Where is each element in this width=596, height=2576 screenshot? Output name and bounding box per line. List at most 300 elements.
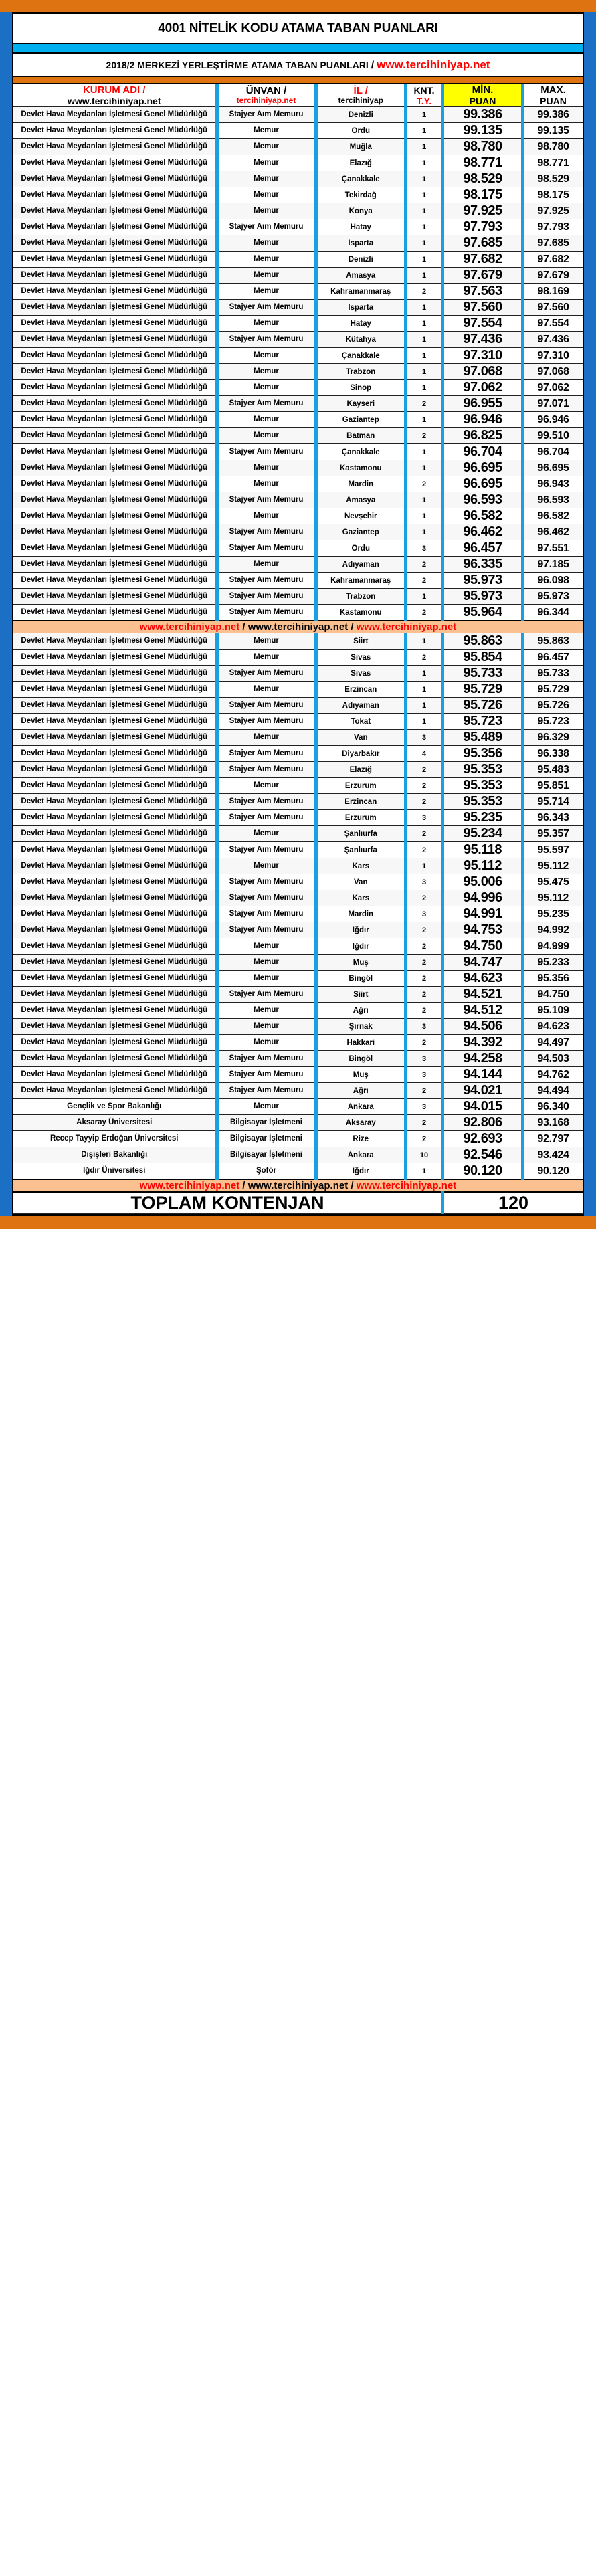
cell-kurum-adi: Devlet Hava Meydanları İşletmesi Genel Müdürlüğü xyxy=(13,235,217,252)
cell-il: Isparta xyxy=(316,235,405,252)
cell-min-puan: 98.175 xyxy=(443,187,522,203)
cell-kontenjan: 2 xyxy=(405,826,443,842)
knt-header-line2: T.Y. xyxy=(416,95,432,106)
cell-max-puan: 96.098 xyxy=(522,573,583,589)
cell-kontenjan: 2 xyxy=(405,1003,443,1019)
subtitle-site-link[interactable]: www.tercihiniyap.net xyxy=(377,58,490,71)
watermark-separator-1: / xyxy=(242,1180,245,1192)
cell-unvan: Memur xyxy=(217,139,316,155)
cell-unvan: Memur xyxy=(217,650,316,666)
watermark-link-right[interactable]: www.tercihiniyap.net xyxy=(356,1180,457,1192)
content-frame xyxy=(12,12,584,1216)
cell-unvan: Stajyer Aım Memuru xyxy=(217,810,316,826)
cell-il: Erzincan xyxy=(316,682,405,698)
cell-unvan: Memur xyxy=(217,682,316,698)
cell-il: Kars xyxy=(316,890,405,906)
cell-kontenjan: 3 xyxy=(405,906,443,922)
cell-unvan: Stajyer Aım Memuru xyxy=(217,605,316,621)
table-row xyxy=(13,826,583,842)
cell-min-puan: 95.854 xyxy=(443,650,522,666)
cell-il: Amasya xyxy=(316,492,405,508)
watermark-link-mid[interactable]: www.tercihiniyap.net xyxy=(247,1180,349,1192)
cell-kontenjan: 1 xyxy=(405,171,443,187)
cell-kontenjan: 1 xyxy=(405,219,443,235)
cell-min-puan: 97.685 xyxy=(443,235,522,252)
subtitle-text: 2018/2 MERKEZİ YERLEŞTİRME ATAMA TABAN PUANLARI xyxy=(106,60,369,70)
cell-unvan: Stajyer Aım Memuru xyxy=(217,874,316,890)
cell-max-puan: 95.112 xyxy=(522,858,583,874)
cell-min-puan: 95.489 xyxy=(443,730,522,746)
column-header-kurum xyxy=(13,84,217,107)
cell-kontenjan: 1 xyxy=(405,107,443,123)
table-row xyxy=(13,938,583,955)
cell-min-puan: 95.973 xyxy=(443,589,522,605)
cell-max-puan: 95.112 xyxy=(522,890,583,906)
table-row xyxy=(13,332,583,348)
cell-il: Van xyxy=(316,730,405,746)
cell-unvan: Stajyer Aım Memuru xyxy=(217,444,316,460)
cell-kontenjan: 1 xyxy=(405,300,443,316)
cell-min-puan: 94.258 xyxy=(443,1051,522,1067)
cell-kurum-adi: Devlet Hava Meydanları İşletmesi Genel Müdürlüğü xyxy=(13,589,217,605)
cell-min-puan: 94.506 xyxy=(443,1019,522,1035)
table-row xyxy=(13,348,583,364)
cell-max-puan: 96.704 xyxy=(522,444,583,460)
cell-il: Şanlıurfa xyxy=(316,826,405,842)
cell-kontenjan: 2 xyxy=(405,762,443,778)
cell-min-puan: 97.310 xyxy=(443,348,522,364)
cell-kurum-adi: Devlet Hava Meydanları İşletmesi Genel Müdürlüğü xyxy=(13,874,217,890)
table-row xyxy=(13,284,583,300)
cell-unvan: Stajyer Aım Memuru xyxy=(217,1067,316,1083)
cell-unvan: Memur xyxy=(217,428,316,444)
table-row xyxy=(13,316,583,332)
cell-il: Tekirdağ xyxy=(316,187,405,203)
cell-kontenjan: 1 xyxy=(405,380,443,396)
cell-min-puan: 95.723 xyxy=(443,714,522,730)
table-row xyxy=(13,508,583,524)
cell-unvan: Memur xyxy=(217,316,316,332)
cell-kontenjan: 1 xyxy=(405,508,443,524)
cell-kontenjan: 1 xyxy=(405,589,443,605)
cell-kurum-adi: Devlet Hava Meydanları İşletmesi Genel Müdürlüğü xyxy=(13,1083,217,1099)
cell-max-puan: 94.750 xyxy=(522,987,583,1003)
watermark-separator-2: / xyxy=(351,621,354,633)
cell-il: Amasya xyxy=(316,268,405,284)
cell-min-puan: 95.118 xyxy=(443,842,522,858)
cell-kontenjan: 2 xyxy=(405,1083,443,1099)
cell-min-puan: 94.015 xyxy=(443,1099,522,1115)
cell-il: Iğdır xyxy=(316,1163,405,1180)
cell-kontenjan: 1 xyxy=(405,235,443,252)
cell-kurum-adi: Devlet Hava Meydanları İşletmesi Genel Müdürlüğü xyxy=(13,444,217,460)
cell-unvan: Stajyer Aım Memuru xyxy=(217,540,316,557)
cell-min-puan: 96.704 xyxy=(443,444,522,460)
cell-kurum-adi: Devlet Hava Meydanları İşletmesi Genel Müdürlüğü xyxy=(13,396,217,412)
column-header-max-puan xyxy=(522,84,583,107)
cell-kurum-adi: Devlet Hava Meydanları İşletmesi Genel Müdürlüğü xyxy=(13,107,217,123)
cell-il: Kahramanmaraş xyxy=(316,573,405,589)
cell-max-puan: 97.551 xyxy=(522,540,583,557)
cell-kontenjan: 3 xyxy=(405,810,443,826)
cell-kurum-adi: Devlet Hava Meydanları İşletmesi Genel Müdürlüğü xyxy=(13,698,217,714)
table-row xyxy=(13,219,583,235)
cell-min-puan: 94.750 xyxy=(443,938,522,955)
cell-kurum-adi: Devlet Hava Meydanları İşletmesi Genel Müdürlüğü xyxy=(13,252,217,268)
cell-kontenjan: 2 xyxy=(405,557,443,573)
cell-il: Şanlıurfa xyxy=(316,842,405,858)
cell-il: Çanakkale xyxy=(316,444,405,460)
cell-max-puan: 96.338 xyxy=(522,746,583,762)
cell-il: Bingöl xyxy=(316,1051,405,1067)
cell-unvan: Stajyer Aım Memuru xyxy=(217,300,316,316)
cell-il: Erzurum xyxy=(316,810,405,826)
cell-kontenjan: 1 xyxy=(405,444,443,460)
watermark-link-mid[interactable]: www.tercihiniyap.net xyxy=(247,621,349,633)
table-row xyxy=(13,778,583,794)
table-row xyxy=(13,890,583,906)
cell-kontenjan: 2 xyxy=(405,922,443,938)
cell-max-puan: 95.235 xyxy=(522,906,583,922)
cell-kontenjan: 1 xyxy=(405,203,443,219)
cell-min-puan: 96.582 xyxy=(443,508,522,524)
cell-max-puan: 97.685 xyxy=(522,235,583,252)
cell-kontenjan: 3 xyxy=(405,540,443,557)
cell-max-puan: 95.714 xyxy=(522,794,583,810)
page-title: 4001 NİTELİK KODU ATAMA TABAN PUANLARI xyxy=(13,14,583,44)
cell-max-puan: 95.726 xyxy=(522,698,583,714)
cell-kurum-adi: Devlet Hava Meydanları İşletmesi Genel Müdürlüğü xyxy=(13,203,217,219)
cell-min-puan: 98.780 xyxy=(443,139,522,155)
cell-max-puan: 94.999 xyxy=(522,938,583,955)
cell-kontenjan: 1 xyxy=(405,714,443,730)
cell-kurum-adi: Devlet Hava Meydanları İşletmesi Genel Müdürlüğü xyxy=(13,730,217,746)
cell-unvan: Memur xyxy=(217,123,316,139)
cell-il: Ağrı xyxy=(316,1003,405,1019)
table-row xyxy=(13,123,583,139)
cell-unvan: Memur xyxy=(217,938,316,955)
cell-kurum-adi: Devlet Hava Meydanları İşletmesi Genel Müdürlüğü xyxy=(13,1035,217,1051)
cell-kurum-adi: Devlet Hava Meydanları İşletmesi Genel Müdürlüğü xyxy=(13,171,217,187)
watermark-link-right[interactable]: www.tercihiniyap.net xyxy=(356,621,457,633)
total-row xyxy=(13,1192,583,1214)
cell-kurum-adi: Devlet Hava Meydanları İşletmesi Genel Müdürlüğü xyxy=(13,906,217,922)
cell-max-puan: 96.457 xyxy=(522,650,583,666)
cell-il: Kastamonu xyxy=(316,605,405,621)
cell-min-puan: 97.925 xyxy=(443,203,522,219)
total-label: TOPLAM KONTENJAN xyxy=(13,1192,443,1214)
cell-kontenjan: 2 xyxy=(405,476,443,492)
cell-il: Mardin xyxy=(316,476,405,492)
cell-kontenjan: 1 xyxy=(405,316,443,332)
subtitle-row xyxy=(13,54,583,77)
cell-unvan: Memur xyxy=(217,252,316,268)
cell-unvan: Memur xyxy=(217,203,316,219)
cell-kontenjan: 3 xyxy=(405,730,443,746)
table-row xyxy=(13,1051,583,1067)
table-row xyxy=(13,428,583,444)
cell-min-puan: 98.529 xyxy=(443,171,522,187)
cell-kontenjan: 1 xyxy=(405,252,443,268)
cell-max-puan: 98.175 xyxy=(522,187,583,203)
cell-max-puan: 99.386 xyxy=(522,107,583,123)
cell-il: Kars xyxy=(316,858,405,874)
table-row xyxy=(13,633,583,650)
cell-il: Erzurum xyxy=(316,778,405,794)
table-row xyxy=(13,874,583,890)
table-row xyxy=(13,922,583,938)
cell-unvan: Memur xyxy=(217,412,316,428)
cell-max-puan: 93.424 xyxy=(522,1147,583,1163)
cell-kontenjan: 2 xyxy=(405,794,443,810)
watermark-separator-2: / xyxy=(351,1180,354,1192)
cell-min-puan: 98.771 xyxy=(443,155,522,171)
cell-min-puan: 92.546 xyxy=(443,1147,522,1163)
table-row xyxy=(13,971,583,987)
cell-unvan: Memur xyxy=(217,508,316,524)
cell-il: Sivas xyxy=(316,666,405,682)
cell-kontenjan: 2 xyxy=(405,890,443,906)
cell-kontenjan: 2 xyxy=(405,284,443,300)
cell-unvan: Memur xyxy=(217,1019,316,1035)
table-row xyxy=(13,955,583,971)
table-row xyxy=(13,1083,583,1099)
cell-il: Diyarbakır xyxy=(316,746,405,762)
cell-kurum-adi: Devlet Hava Meydanları İşletmesi Genel Müdürlüğü xyxy=(13,540,217,557)
cell-kontenjan: 3 xyxy=(405,1099,443,1115)
cell-min-puan: 94.623 xyxy=(443,971,522,987)
cell-max-puan: 95.723 xyxy=(522,714,583,730)
subtitle-separator: / xyxy=(371,60,375,71)
cell-min-puan: 97.682 xyxy=(443,252,522,268)
cell-kontenjan: 2 xyxy=(405,605,443,621)
table-row xyxy=(13,300,583,316)
cell-kurum-adi: Devlet Hava Meydanları İşletmesi Genel Müdürlüğü xyxy=(13,987,217,1003)
cell-kontenjan: 1 xyxy=(405,139,443,155)
cell-min-puan: 96.955 xyxy=(443,396,522,412)
cell-kontenjan: 1 xyxy=(405,682,443,698)
table-row xyxy=(13,1163,583,1180)
cell-kurum-adi: Iğdır Üniversitesi xyxy=(13,1163,217,1180)
cell-il: Ordu xyxy=(316,123,405,139)
cell-max-puan: 95.357 xyxy=(522,826,583,842)
cell-min-puan: 97.793 xyxy=(443,219,522,235)
cell-kurum-adi: Devlet Hava Meydanları İşletmesi Genel Müdürlüğü xyxy=(13,666,217,682)
cell-kurum-adi: Devlet Hava Meydanları İşletmesi Genel Müdürlüğü xyxy=(13,955,217,971)
cell-kontenjan: 1 xyxy=(405,492,443,508)
cell-il: Adıyaman xyxy=(316,557,405,573)
table-row xyxy=(13,1003,583,1019)
cell-kurum-adi: Devlet Hava Meydanları İşletmesi Genel Müdürlüğü xyxy=(13,633,217,650)
cell-max-puan: 96.943 xyxy=(522,476,583,492)
watermark-link-left[interactable]: www.tercihiniyap.net xyxy=(139,621,240,633)
table-row xyxy=(13,396,583,412)
cell-kurum-adi: Devlet Hava Meydanları İşletmesi Genel Müdürlüğü xyxy=(13,938,217,955)
cell-max-puan: 99.510 xyxy=(522,428,583,444)
table-row xyxy=(13,1019,583,1035)
cell-il: Muş xyxy=(316,955,405,971)
cell-unvan: Memur xyxy=(217,460,316,476)
cell-min-puan: 96.462 xyxy=(443,524,522,540)
cell-min-puan: 99.135 xyxy=(443,123,522,139)
cell-unvan: Memur xyxy=(217,730,316,746)
cell-il: Adıyaman xyxy=(316,698,405,714)
cell-max-puan: 98.771 xyxy=(522,155,583,171)
cell-min-puan: 94.512 xyxy=(443,1003,522,1019)
cell-min-puan: 95.729 xyxy=(443,682,522,698)
cell-max-puan: 94.497 xyxy=(522,1035,583,1051)
cell-min-puan: 94.392 xyxy=(443,1035,522,1051)
table-row xyxy=(13,268,583,284)
cell-kurum-adi: Devlet Hava Meydanları İşletmesi Genel Müdürlüğü xyxy=(13,139,217,155)
cell-min-puan: 97.436 xyxy=(443,332,522,348)
cell-unvan: Stajyer Aım Memuru xyxy=(217,746,316,762)
cell-kontenjan: 2 xyxy=(405,1115,443,1131)
cell-kurum-adi: Devlet Hava Meydanları İşletmesi Genel Müdürlüğü xyxy=(13,842,217,858)
cell-min-puan: 97.560 xyxy=(443,300,522,316)
cell-kurum-adi: Devlet Hava Meydanları İşletmesi Genel Müdürlüğü xyxy=(13,682,217,698)
cell-kurum-adi: Devlet Hava Meydanları İşletmesi Genel Müdürlüğü xyxy=(13,858,217,874)
cell-kurum-adi: Devlet Hava Meydanları İşletmesi Genel Müdürlüğü xyxy=(13,1051,217,1067)
table-row xyxy=(13,730,583,746)
cell-unvan: Memur xyxy=(217,155,316,171)
cell-min-puan: 95.356 xyxy=(443,746,522,762)
cell-il: Elazığ xyxy=(316,762,405,778)
cell-il: Aksaray xyxy=(316,1115,405,1131)
cell-kurum-adi: Devlet Hava Meydanları İşletmesi Genel Müdürlüğü xyxy=(13,746,217,762)
cell-unvan: Memur xyxy=(217,1003,316,1019)
unvan-header-line2: tercihiniyap.net xyxy=(236,96,296,106)
cell-min-puan: 95.234 xyxy=(443,826,522,842)
cell-unvan: Memur xyxy=(217,171,316,187)
watermark-link-left[interactable]: www.tercihiniyap.net xyxy=(139,1180,240,1192)
cell-unvan: Stajyer Aım Memuru xyxy=(217,396,316,412)
cell-min-puan: 97.062 xyxy=(443,380,522,396)
cyan-divider xyxy=(13,44,583,54)
cell-unvan: Stajyer Aım Memuru xyxy=(217,492,316,508)
cell-max-puan: 97.682 xyxy=(522,252,583,268)
min-header-line1: MİN. xyxy=(472,84,494,96)
table-row xyxy=(13,540,583,557)
watermark-banner-row xyxy=(13,1179,583,1192)
cell-kurum-adi: Devlet Hava Meydanları İşletmesi Genel Müdürlüğü xyxy=(13,1067,217,1083)
cell-unvan: Memur xyxy=(217,348,316,364)
table-row xyxy=(13,1035,583,1051)
cell-max-puan: 92.797 xyxy=(522,1131,583,1147)
il-header-line2: tercihiniyap xyxy=(338,96,383,106)
cell-kontenjan: 1 xyxy=(405,666,443,682)
cell-kontenjan: 2 xyxy=(405,650,443,666)
cell-kurum-adi: Devlet Hava Meydanları İşletmesi Genel Müdürlüğü xyxy=(13,219,217,235)
table-row xyxy=(13,698,583,714)
cell-max-puan: 94.623 xyxy=(522,1019,583,1035)
cell-kontenjan: 1 xyxy=(405,460,443,476)
cell-kurum-adi: Devlet Hava Meydanları İşletmesi Genel Müdürlüğü xyxy=(13,155,217,171)
cell-max-puan: 95.356 xyxy=(522,971,583,987)
cell-unvan: Memur xyxy=(217,380,316,396)
table-row xyxy=(13,235,583,252)
cell-il: Siirt xyxy=(316,987,405,1003)
table-row xyxy=(13,605,583,621)
cell-kontenjan: 2 xyxy=(405,778,443,794)
il-header-line1: İL / xyxy=(353,85,368,97)
cell-kontenjan: 2 xyxy=(405,938,443,955)
cell-kontenjan: 1 xyxy=(405,1163,443,1180)
cell-max-puan: 94.503 xyxy=(522,1051,583,1067)
kurum-header-line1: KURUM ADI / xyxy=(82,84,146,96)
cell-unvan: Memur xyxy=(217,284,316,300)
cell-max-puan: 95.973 xyxy=(522,589,583,605)
cell-max-puan: 94.494 xyxy=(522,1083,583,1099)
total-value: 120 xyxy=(443,1192,583,1214)
cell-kurum-adi: Recep Tayyip Erdoğan Üniversitesi xyxy=(13,1131,217,1147)
cell-kontenjan: 1 xyxy=(405,155,443,171)
cell-il: Sivas xyxy=(316,650,405,666)
bottom-orange-bar xyxy=(0,1216,596,1229)
cell-max-puan: 97.554 xyxy=(522,316,583,332)
cell-unvan: Stajyer Aım Memuru xyxy=(217,762,316,778)
cell-kurum-adi: Devlet Hava Meydanları İşletmesi Genel Müdürlüğü xyxy=(13,268,217,284)
cell-max-puan: 95.729 xyxy=(522,682,583,698)
cell-max-puan: 96.340 xyxy=(522,1099,583,1115)
cell-unvan: Stajyer Aım Memuru xyxy=(217,1083,316,1099)
cell-unvan: Şoför xyxy=(217,1163,316,1180)
cell-kurum-adi: Devlet Hava Meydanları İşletmesi Genel Müdürlüğü xyxy=(13,890,217,906)
cell-kontenjan: 1 xyxy=(405,364,443,380)
table-row xyxy=(13,1067,583,1083)
cell-unvan: Memur xyxy=(217,633,316,650)
cell-il: Mardin xyxy=(316,906,405,922)
cell-unvan: Stajyer Aım Memuru xyxy=(217,589,316,605)
cell-max-puan: 97.793 xyxy=(522,219,583,235)
cell-max-puan: 97.560 xyxy=(522,300,583,316)
table-row xyxy=(13,573,583,589)
cell-il: Batman xyxy=(316,428,405,444)
cell-max-puan: 95.233 xyxy=(522,955,583,971)
cell-min-puan: 95.726 xyxy=(443,698,522,714)
cell-kurum-adi: Devlet Hava Meydanları İşletmesi Genel Müdürlüğü xyxy=(13,810,217,826)
cell-kurum-adi: Devlet Hava Meydanları İşletmesi Genel Müdürlüğü xyxy=(13,332,217,348)
cell-kontenjan: 1 xyxy=(405,633,443,650)
table-row xyxy=(13,203,583,219)
column-header-knt xyxy=(405,84,443,107)
cell-min-puan: 95.112 xyxy=(443,858,522,874)
cell-unvan: Memur xyxy=(217,1099,316,1115)
cell-max-puan: 98.780 xyxy=(522,139,583,155)
cell-il: Ağrı xyxy=(316,1083,405,1099)
cell-max-puan: 97.436 xyxy=(522,332,583,348)
cell-min-puan: 94.521 xyxy=(443,987,522,1003)
cell-kontenjan: 1 xyxy=(405,524,443,540)
cell-il: Trabzon xyxy=(316,589,405,605)
table-row xyxy=(13,1147,583,1163)
cell-il: Sinop xyxy=(316,380,405,396)
table-row xyxy=(13,858,583,874)
cell-max-puan: 90.120 xyxy=(522,1163,583,1180)
cell-kurum-adi: Devlet Hava Meydanları İşletmesi Genel Müdürlüğü xyxy=(13,1019,217,1035)
cell-il: Çanakkale xyxy=(316,171,405,187)
cell-min-puan: 95.863 xyxy=(443,633,522,650)
cell-max-puan: 97.062 xyxy=(522,380,583,396)
cell-kontenjan: 2 xyxy=(405,396,443,412)
cell-max-puan: 94.992 xyxy=(522,922,583,938)
max-header-line2: PUAN xyxy=(540,96,567,107)
cell-kontenjan: 1 xyxy=(405,123,443,139)
cell-kurum-adi: Devlet Hava Meydanları İşletmesi Genel Müdürlüğü xyxy=(13,428,217,444)
cell-il: Ordu xyxy=(316,540,405,557)
cell-max-puan: 97.071 xyxy=(522,396,583,412)
cell-max-puan: 95.851 xyxy=(522,778,583,794)
